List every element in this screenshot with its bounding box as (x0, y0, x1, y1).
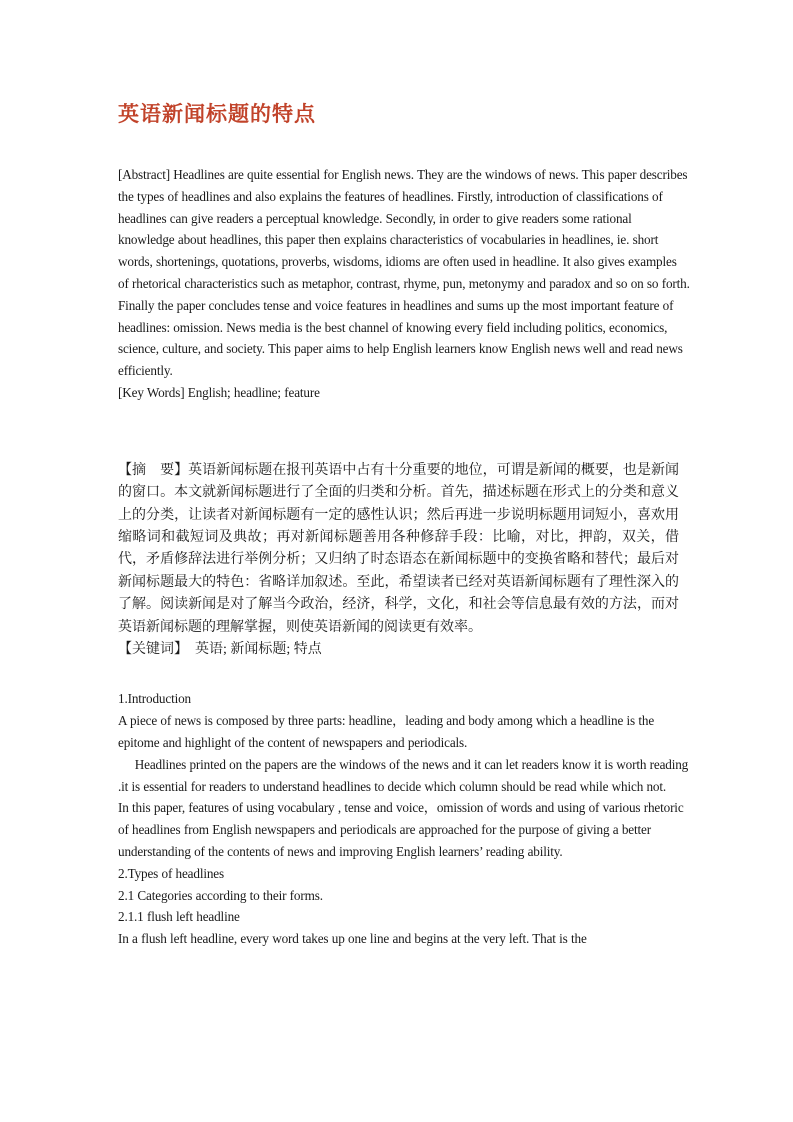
english-abstract-paragraph: [Abstract] Headlines are quite essential for English news. They are the windows of news. This paper describes the types of headlines and also explains the features of headlines. Firstly, introduction of classifications of headlines can give readers a perceptual knowledge. Secondly, in order to give readers some rational knowledge about headlines, this paper then explains characteristics of vocabularies in headlines, ie. short words, shortenings, quotations, proverbs, wisdoms, idioms are often used in headline. It also gives examples of rhetorical characteristics such as metaphor, contrast, rhyme, pun, metonymy and paradox and so on so forth. Finally the paper concludes tense and voice features in headlines and sums up the most important feature of headlines: omission. News media is the best channel of knowing every field including politics, economics, science, culture, and society. This paper aims to help English learners know English news well and read news efficiently. (118, 167, 694, 379)
body-text (118, 688, 690, 950)
body-paragraph: 2.Types of headlines (118, 865, 224, 881)
body-paragraph: In this paper, features of using vocabulary , tense and voice，omission of words and using of various rhetoric of headlines from English newspapers and periodicals are approached for the purpose of giving a better understanding of the contents of news and improving English learners’ reading ability. (118, 800, 687, 859)
chinese-abstract-paragraph: 【摘 要】英语新闻标题在报刊英语中占有十分重要的地位，可谓是新闻的概要，也是新闻的窗口。本文就新闻标题进行了全面的归类和分析。首先，描述标题在形式上的分类和意义上的分类，让读者对新闻标题有一定的感性认识；然后再进一步说明标题用词短小，喜欢用缩略词和截短词及典故；再对新闻标题善用各种修辞手段：比喻，对比，押韵，双关，借代，矛盾修辞法进行举例分析；又归纳了时态语态在新闻标题中的变换省略和替代；最后对新闻标题最大的特色：省略详加叙述。至此，希望读者已经对英语新闻标题有了理性深入的了解。阅读新闻是对了解当今政治，经济，科学，文化，和社会等信息最有效的方法，而对英语新闻标题的理解掌握，则使英语新闻的阅读更有效率。 (118, 462, 679, 635)
chinese-abstract-block (118, 460, 679, 662)
english-keywords-line: [Key Words] English; headline; feature (118, 384, 320, 400)
body-paragraph: In a flush left headline, every word takes up one line and begins at the very left. That is the (118, 931, 587, 947)
body-paragraph: 1.Introduction (118, 691, 191, 707)
body-paragraph: Headlines printed on the papers are the windows of the news and it can let readers know it is worth reading .it is essential for readers to understand headlines to decide which column should be read while which not. (118, 756, 692, 794)
body-paragraph: 2.1.1 flush left headline (118, 909, 240, 925)
document-content (118, 0, 694, 950)
document-title: 英语新闻标题的特点 (118, 102, 316, 126)
body-paragraph: 2.1 Categories according to their forms. (118, 887, 323, 903)
body-paragraph: A piece of news is composed by three parts: headline，leading and body among which a headline is the epitome and highlight of the content of newspapers and periodicals. (118, 713, 658, 751)
chinese-keywords-line: 【关键词】 英语; 新闻标题; 特点 (118, 642, 322, 658)
